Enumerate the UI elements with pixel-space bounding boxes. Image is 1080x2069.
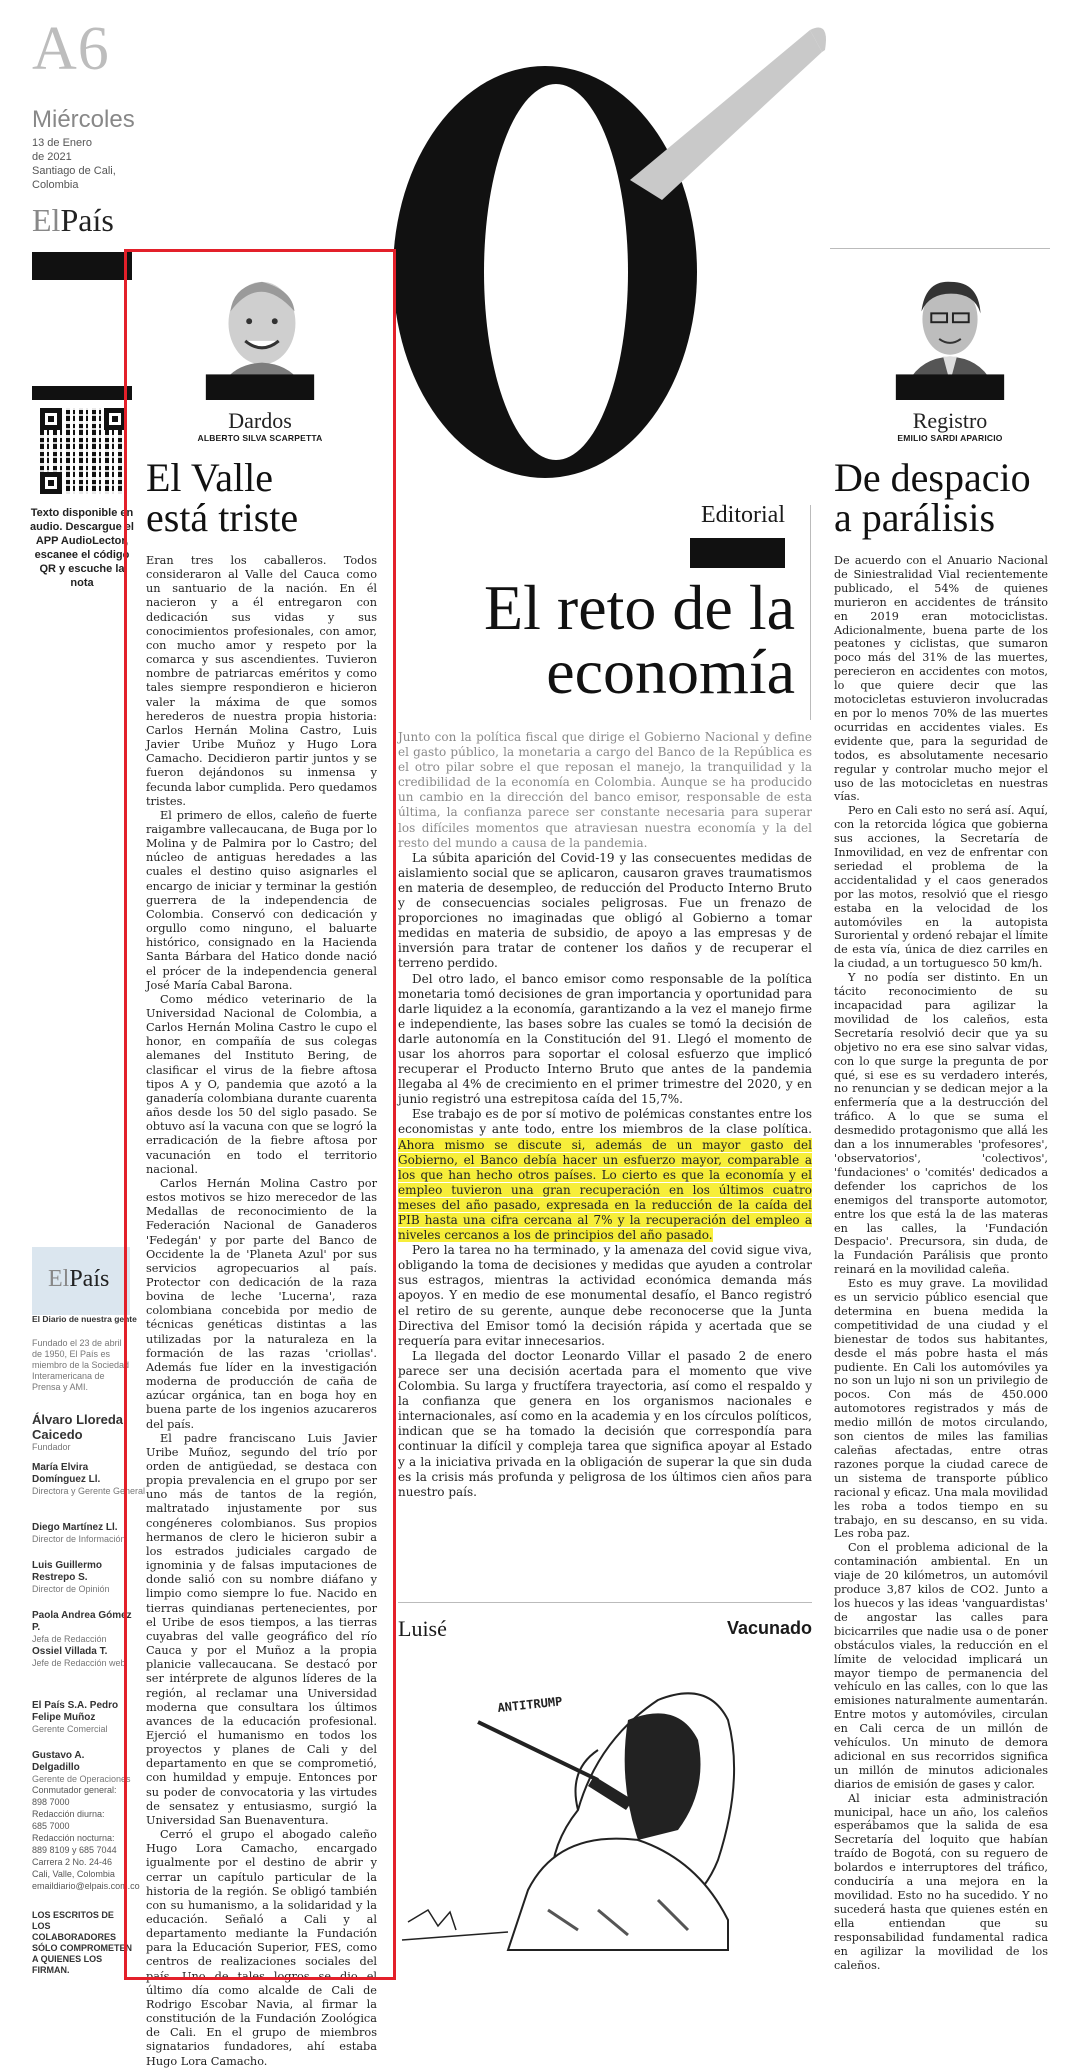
masthead-staff-entry: Diego Martínez Ll. Director de Información <box>32 1522 126 1544</box>
decorative-big-letter <box>370 10 830 480</box>
masthead-staff-entry: Paola Andrea Gómez P. Jefa de Redacción <box>32 1610 132 1644</box>
paragraph: Eran tres los caballeros. Todos consideraron al Valle del Cauca como un santuario de la nación. En él nacieron y a él entregaron con dedicación sus vidas y sus conocimientos profesionales, con amor, con mucho amor y respeto por la comarca y sus ascendientes. Tuvieron nombre de patriarcas eméritos y como tales siempre respondieron e hicieron valer la máxima de que somos herederos de nuestra propia historia: Carlos Hernán Molina Castro, Luis Javier Uribe Muñoz y Hugo Lora Camacho. Decidieron partir juntos y se fueron dejándonos su inmensa y fecunda labor cumplida. Pero quedamos tristes. <box>146 554 377 808</box>
paragraph-text: La llegada del doctor Leonardo Villar el pasado 2 de enero parece ser una decisión acertada para el momento que vive Colombia. Su larga y fructífera trayectoria, así como el respaldo y la confianza que genera en los organismos nacionales e internacionales, así como en la academia y en los círculos políticos, indican que se ha tomado la decisión que correspondía para continuar la difícil y compleja tarea que significa apoyar al Estado y a la iniciativa privada en la obligación de superar la que sin duda es la crisis más profunda y peligrosa de los últimos cien años para nuestro país. <box>398 1348 812 1499</box>
paragraph-text: Pero la tarea no ha terminado, y la amenaza del covid sigue viva, obligando la toma de decisiones y medidas que ayuden a controlar sus estragos, mientras la actividad económica demanda más apoyos. Y en medio de ese monumental desafío, el Banco registró el retiro de su gerente, aunque debe reconocerse que la Junta Directiva del Emisor tomó la decisión rápida y acertada que se requería para evitar innecesarios. <box>398 1243 812 1348</box>
editorial-bar <box>690 538 785 568</box>
page-dateline: 13 de Enero de 2021 Santiago de Cali, Colombia <box>32 137 116 191</box>
paragraph: Al iniciar esta administración municipal, hace un año, los caleños esperábamos que la salida de esa Secretaría del loquito que habían traído de Bogotá, con su reguero de bolardos e interruptores del tráfico, conduciría a una mejora en la movilidad. Esto no ha sucedido. Y no sucederá hasta que quienes estén en ella entiendan que su responsabilidad fundamental radica en agilizar la movilidad de los caleños. <box>834 1791 1048 1972</box>
paragraph: Y no podía ser distinto. En un tácito reconocimiento de su incapacidad para agilizar la movilidad de los caleños, esta Secretaría resolvió decir que ya su objetivo no era ese sino salvar vidas, con lo que surge la pregunta de por qué, si ese es su verdadero interés, no renuncian y se dedican mejor a la enfermería que a la destrucción del tráfico. A lo que se suma el desmedido protagonismo que allá les dan a los innumerables 'profesores', 'observatorios', 'colectivos', 'fundaciones' o 'comités' dedicados a defender los caprichos de los enemigos del transporte automotor, entre los que está la de las materas en las calles, la 'Fundación Despacio'. Precursora, sin duda, de la Fundación Parálisis que pronto reinará en la movilidad caleña. <box>834 971 1048 1277</box>
masthead-logo: ElPaís <box>48 1266 110 1292</box>
masthead-staff-entry: Gustavo A. Delgadillo Gerente de Operaciones <box>32 1750 131 1784</box>
paragraph-text: Del otro lado, el banco emisor como responsable de la política monetaria tomó decisiones de gran importancia y oportunidad para darle liquidez a la economía, garantizando a la vez el manejo firme e independiente, las bases sobre las cuales se tomó la decisión de darle autonomía en la Constitución del 91. Llegó el momento de usar los ahorros para soportar el colosal esfuerzo que implicó recuperar el Producto Interno Bruto que antes de la pandemia llegaba al 4% de crecimiento en el primer trimestre del 2020, y en junio registró una estrepitosa caída del 15,7%. <box>398 971 812 1107</box>
cartoon-rule <box>398 1602 812 1603</box>
divider-bar <box>32 386 132 400</box>
paragraph: El primero de ellos, caleño de fuerte raigambre vallecaucana, de Buga por lo Molina y de Palmira por lo Castro; del núcleo de antiguas heredades a las cuales el destino quiso asignarles el encargo de iniciar y terminar la gestión guerrera de la independencia de Colombia. Conservó con dedicación y orgullo como ninguno, el baluarte histórico, consignado en la Hacienda Santa Bárbara del Hatico donde nació el prócer de la independencia general José María Cabal Barona. <box>146 808 377 992</box>
paragraph: Esto es muy grave. La movilidad es un servicio público esencial que determina en buena medida la competitividad de una ciudad y el bienestar de todos sus habitantes, desde el más pobre hasta el más pudiente. En Cali los automóviles ya no son un lujo ni son un privilegio de pocos. Con más de 450.000 automotores registrados y más de medio millón de motos circulando, son cientos de miles las familias caleñas afectadas, entre otras razones porque la ciudad carece de un sistema de transporte público racional y eficaz. Una mala movilidad les roba a todos tiempo en su trabajo, en su descanso, en su vida. Les roba paz. <box>834 1277 1048 1541</box>
editorial-rule <box>810 505 811 720</box>
paragraph: De acuerdo con el Anuario Nacional de Siniestralidad Vial recientemente publicado, el 54% de quienes murieron en accidentes de tránsito en 2019 eran motociclistas. Adicionalmente, buena parte de los peatones y ciclistas, que sumaron poco más del 31% de las muertes, perecieron en accidentes con motos, lo que quiere decir que las motocicletas estuvieron involucradas en por lo menos 70% de las muertes ocurridas en accidentes viales. Es evidente que, para la seguridad de todos, es absolutamente necesario regular y controlar mucho mejor el uso de las motocicletas en nuestras vías. <box>834 554 1048 804</box>
column-name: Registro <box>912 408 988 433</box>
masthead-contact: Conmutador general: 898 7000 Redacción diurna: 685 7000 Redacción nocturna: 889 8109 y 685 7044 Carrera 2 No. 24-46 Cali, Valle, Colombia emaildiario@elpais.com.co <box>32 1785 140 1891</box>
page-day: Miércoles <box>32 106 135 133</box>
cartoon-illustration <box>398 1660 812 1960</box>
page-number: A6 <box>32 15 110 83</box>
paragraph <box>398 851 812 972</box>
author-photo <box>895 272 1005 400</box>
masthead-staff-entry: Luis Guillermo Restrepo S. Director de Opinión <box>32 1560 110 1594</box>
paragraph-text: Junto con la política fiscal que dirige el Gobierno Nacional y define el gasto público, la monetaria a cargo del Banco de la República es el otro pilar sobre el que reposan el manejo, la tranquilidad y la credibilidad de la economía en Colombia. Aunque se ha producido un cambio en la dirección del banco emisor, responsable de esta última, la confianza parece ser constante necesaria para superar los difíciles momentos que atraviesan nuestra economía y la del resto del mundo a causa de la pandemia. <box>398 730 812 850</box>
paragraph <box>398 730 812 851</box>
column-author: ALBERTO SILVA SCARPETTA <box>197 433 323 443</box>
qr-code-icon[interactable] <box>40 408 126 494</box>
paragraph <box>398 1349 812 1500</box>
masthead-staff-entry: Ossiel Villada T. Jefe de Redacción web <box>32 1646 126 1668</box>
paragraph: Cerró el grupo el abogado caleño Hugo Lora Camacho, encargado igualmente por el destino de abrir y cerrar un capítulo particular de la historia de la región. Se obligó también con su humanismo, a la solidaridad y la educación. Señaló a Cali y al departamento mediante la Fundación para la Educación Superior, FES, como centros de realizaciones sociales del país. Uno de tales logros se dio el último día como alcalde de Cali de Rodrigo Escobar Navia, al firmar la constitución de la Fundación Zoológica de Cali. En el grupo de miembros signatarios fundadores, ahí estaba Hugo Lora Camacho. <box>146 1828 377 2068</box>
paragraph <box>398 1243 812 1349</box>
column-author: EMILIO SARDI APARICIO <box>897 433 1003 443</box>
paragraph: Con el problema adicional de la contaminación ambiental. En un viaje de 20 kilómetros, un automóvil produce 3,87 kilos de CO2. Junto a los huecos y las ideas 'vanguardistas' de angostar las calles para bicicarriles que nadie usa o de poner obstáculos viales, la reducción en el límite de velocidad implicará un mayor tiempo de permanencia del vehículo en las calles, con lo que las emisiones naturalmente aumentarán. Entre motos y automóviles, circulan en Cali cerca de un millón de vehículos. Un minuto de demora adicional en sus recorridos significa un millón de minutos adicionales diarios de emisión de gases y calor. <box>834 1541 1048 1791</box>
paragraph: Pero en Cali esto no será así. Aquí, con la retorcida lógica que gobierna sus acciones, la Secretaría de Inmovilidad, en vez de enfrentar con seriedad el problema de la accidentalidad y el caos generados por las motos, resolvió que el riesgo estaba en la velocidad de los automóviles en la autopista Suroriental y ordenó rebajar el límite de esta vía, única de diez carriles en la ciudad, a un tortuguesco 50 km/h. <box>834 804 1048 971</box>
masthead-disclaimer: LOS ESCRITOS DE LOS COLABORADORES SÓLO COMPROMETEN A QUIENES LOS FIRMAN. <box>32 1910 133 1975</box>
divider-bar <box>32 252 132 280</box>
paragraph: El padre franciscano Luis Javier Uribe Muñoz, segundo del trío por orden de antigüedad, se destaca con propia prevalencia en el grupo por ser uno más de tantos de la región, maltratado injustamente por sus congéneres colombianos. Sus propios hermanos de clero le hicieron subir a los estrados judiciales cargado de ignominia y de falsas imputaciones de donde salió con su nombre diáfano y limpio como siempre lo fue. Nacido en tierras quindianas pertenecientes, por el Uribe de esos tiempos, a las tierras cuyabras del valle geográfico del río Cauca y por el Muñoz a la propia planicie vallecaucana. Se destacó por ser intérprete de algunos líderes de la región, al reclamar una Universidad moderna que consultara los últimos avances de la educación profesional. Ejerció el humanismo en todos los proyectos y planes de Cali y del departamento en que se comprometió, con humildad y empuje. Entonces por su poder de convocatoria y las virtudes de sensatez y entusiasmo, surgió la Universidad San Buenaventura. <box>146 1431 377 1827</box>
highlighted-passage: Ahora mismo se discute si, además de un mayor gasto del Gobierno, el Banco debía hacer un esfuerzo mayor, comparable a los que han hecho otros países. Lo cierto es que la economía y el empleo tuvieron una gran recuperación en los últimos cuatro meses del año pasado, expresada en la reducción de la caída del PIB hasta una cifra cercana al 7% y la recuperación del empleo a niveles cercanos a los de principios del año pasado. <box>398 1137 812 1243</box>
editorial-body <box>398 730 812 1590</box>
cartoon-title: Vacunado <box>726 1618 812 1638</box>
masthead-tagline: El Diario de nuestra gente <box>32 1314 137 1324</box>
column-name: Dardos <box>228 408 292 433</box>
audio-note: Texto disponible en audio. Descargue el APP AudioLector, escanee el código QR y escuche la nota <box>30 507 134 589</box>
article-headline: El Valle está triste <box>146 455 299 540</box>
annotation-highlight-box <box>124 249 396 1980</box>
paragraph: Carlos Hernán Molina Castro por estos motivos se hizo merecedor de las Medallas de reconocimiento de la Federación Nacional de Ganaderos 'Fedegán' y por parte del Banco de Occidente la de 'Planeta Azul' por sus servicios agropecuarios al país. Protector con dedicación de la raza bovina de leche 'Lucerna', raza colombiana concebida por medio de técnicas genéticas distintas a las utilizadas por la naturaleza en la formación de las razas 'criollas'. Además fue líder en la investigación moderna de producción de caña de azúcar orgánica, tan en boga hoy en buena parte de los ingenios azucareros del país. <box>146 1176 377 1431</box>
paragraph-text: Ese trabajo es de por sí motivo de polémicas constantes entre los economistas y ante todo, entre los miembros de la clase política. <box>398 1107 812 1137</box>
masthead-founded: Fundado el 23 de abril de 1950, El País es miembro de la Sociedad Interamericana de Prensa y AMI. <box>32 1338 130 1392</box>
newspaper-logo: ElPaís <box>32 202 114 238</box>
paragraph <box>398 1107 812 1243</box>
masthead-staff-entry: El País S.A. Pedro Felipe Muñoz Gerente Comercial <box>32 1700 119 1734</box>
article-headline: De despacio a parálisis <box>834 455 1031 540</box>
cartoon-sign-text: ANTITRUMP <box>496 1694 563 1715</box>
cartoon-author: Luisé <box>398 1616 447 1641</box>
masthead-staff-entry: María Elvira Domínguez Ll. Directora y Gerente General <box>32 1462 146 1496</box>
paragraph-text: La súbita aparición del Covid-19 y las consecuentes medidas de aislamiento social que se aplicaron, causaron graves traumatismos en materia de desempleo, de reducción del Producto Interno Bruto y de consecuencias sociales peligrosas. Fue un frenazo de proporciones no imaginadas que obligó al Gobierno a tomar medidas en materia de subsidio, de apoyo a las empresas y de inversión para tratar de contener los daños y de recuperar el terreno perdido. <box>398 850 812 971</box>
masthead-founder: Álvaro Lloreda Caicedo Fundador <box>32 1412 124 1452</box>
editorial-title: El reto de la economía <box>484 572 795 707</box>
article-body <box>834 554 1048 1998</box>
top-rule <box>830 248 1050 249</box>
section-label: Editorial <box>701 502 785 528</box>
paragraph: Como médico veterinario de la Universidad Nacional de Colombia, a Carlos Hernán Molina Castro le cupo el honor, en compañía de sus colegas alemanes del Instituto Bering, de clasificar el virus de la fiebre aftosa tipos A y O, pandemia que azotó a la ganadería colombiana durante cuarenta años desde los 50 del siglo pasado. Se obtuvo así la vacuna con que se logró la erradicación de la fiebre aftosa por vacunación en todo el territorio nacional. <box>146 992 377 1176</box>
paragraph <box>398 972 812 1108</box>
